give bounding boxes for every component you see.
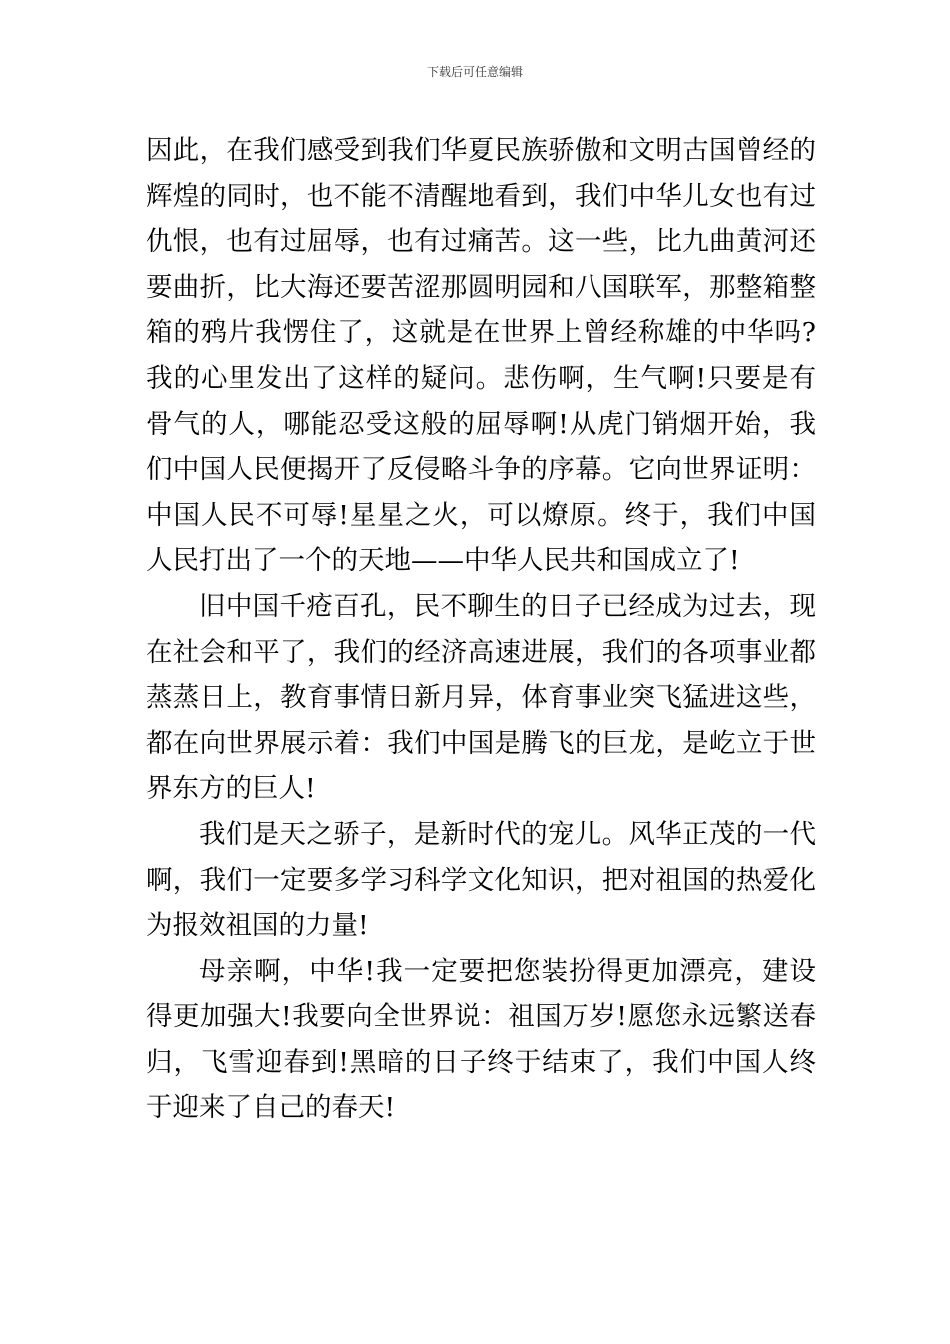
- page-header: 下载后可任意编辑: [426, 65, 523, 79]
- paragraph-3: 我们是天之骄子，是新时代的宠儿。风华正茂的一代啊，我们一定要多学习科学文化知识，把对祖国的热爱化为报效祖国的力量!: [146, 818, 816, 942]
- paragraph-4: 母亲啊，中华!我一定要把您装扮得更加漂亮，建设得更加强大!我要向全世界说：祖国万岁!愿您永远繁送春归，飞雪迎春到!黑暗的日子终于结束了，我们中国人终于迎来了自己的春天!: [146, 955, 816, 1124]
- document-body: [146, 128, 816, 1131]
- paragraph-1: 因此，在我们感受到我们华夏民族骄傲和文明古国曾经的辉煌的同时，也不能不清醒地看到，我们中华儿女也有过仇恨，也有过屈辱，也有过痛苦。这一些，比九曲黄河还要曲折，比大海还要苦涩那圆明园和八国联军，那整箱整箱的鸦片我愣住了，这就是在世界上曾经称雄的中华吗?我的心里发出了这样的疑问。悲伤啊，生气啊!只要是有骨气的人，哪能忍受这般的屈辱啊!从虎门销烟开始，我们中国人民便揭开了反侵略斗争的序幕。它向世界证明：中国人民不可辱!星星之火，可以燎原。终于，我们中国人民打出了一个的天地——中华人民共和国成立了!: [146, 135, 816, 577]
- paragraph-2: 旧中国千疮百孔，民不聊生的日子已经成为过去，现在社会和平了，我们的经济高速进展，我们的各项事业都蒸蒸日上，教育事情日新月异，体育事业突飞猛进这些，都在向世界展示着：我们中国是腾飞的巨龙，是屹立于世界东方的巨人!: [146, 590, 816, 805]
